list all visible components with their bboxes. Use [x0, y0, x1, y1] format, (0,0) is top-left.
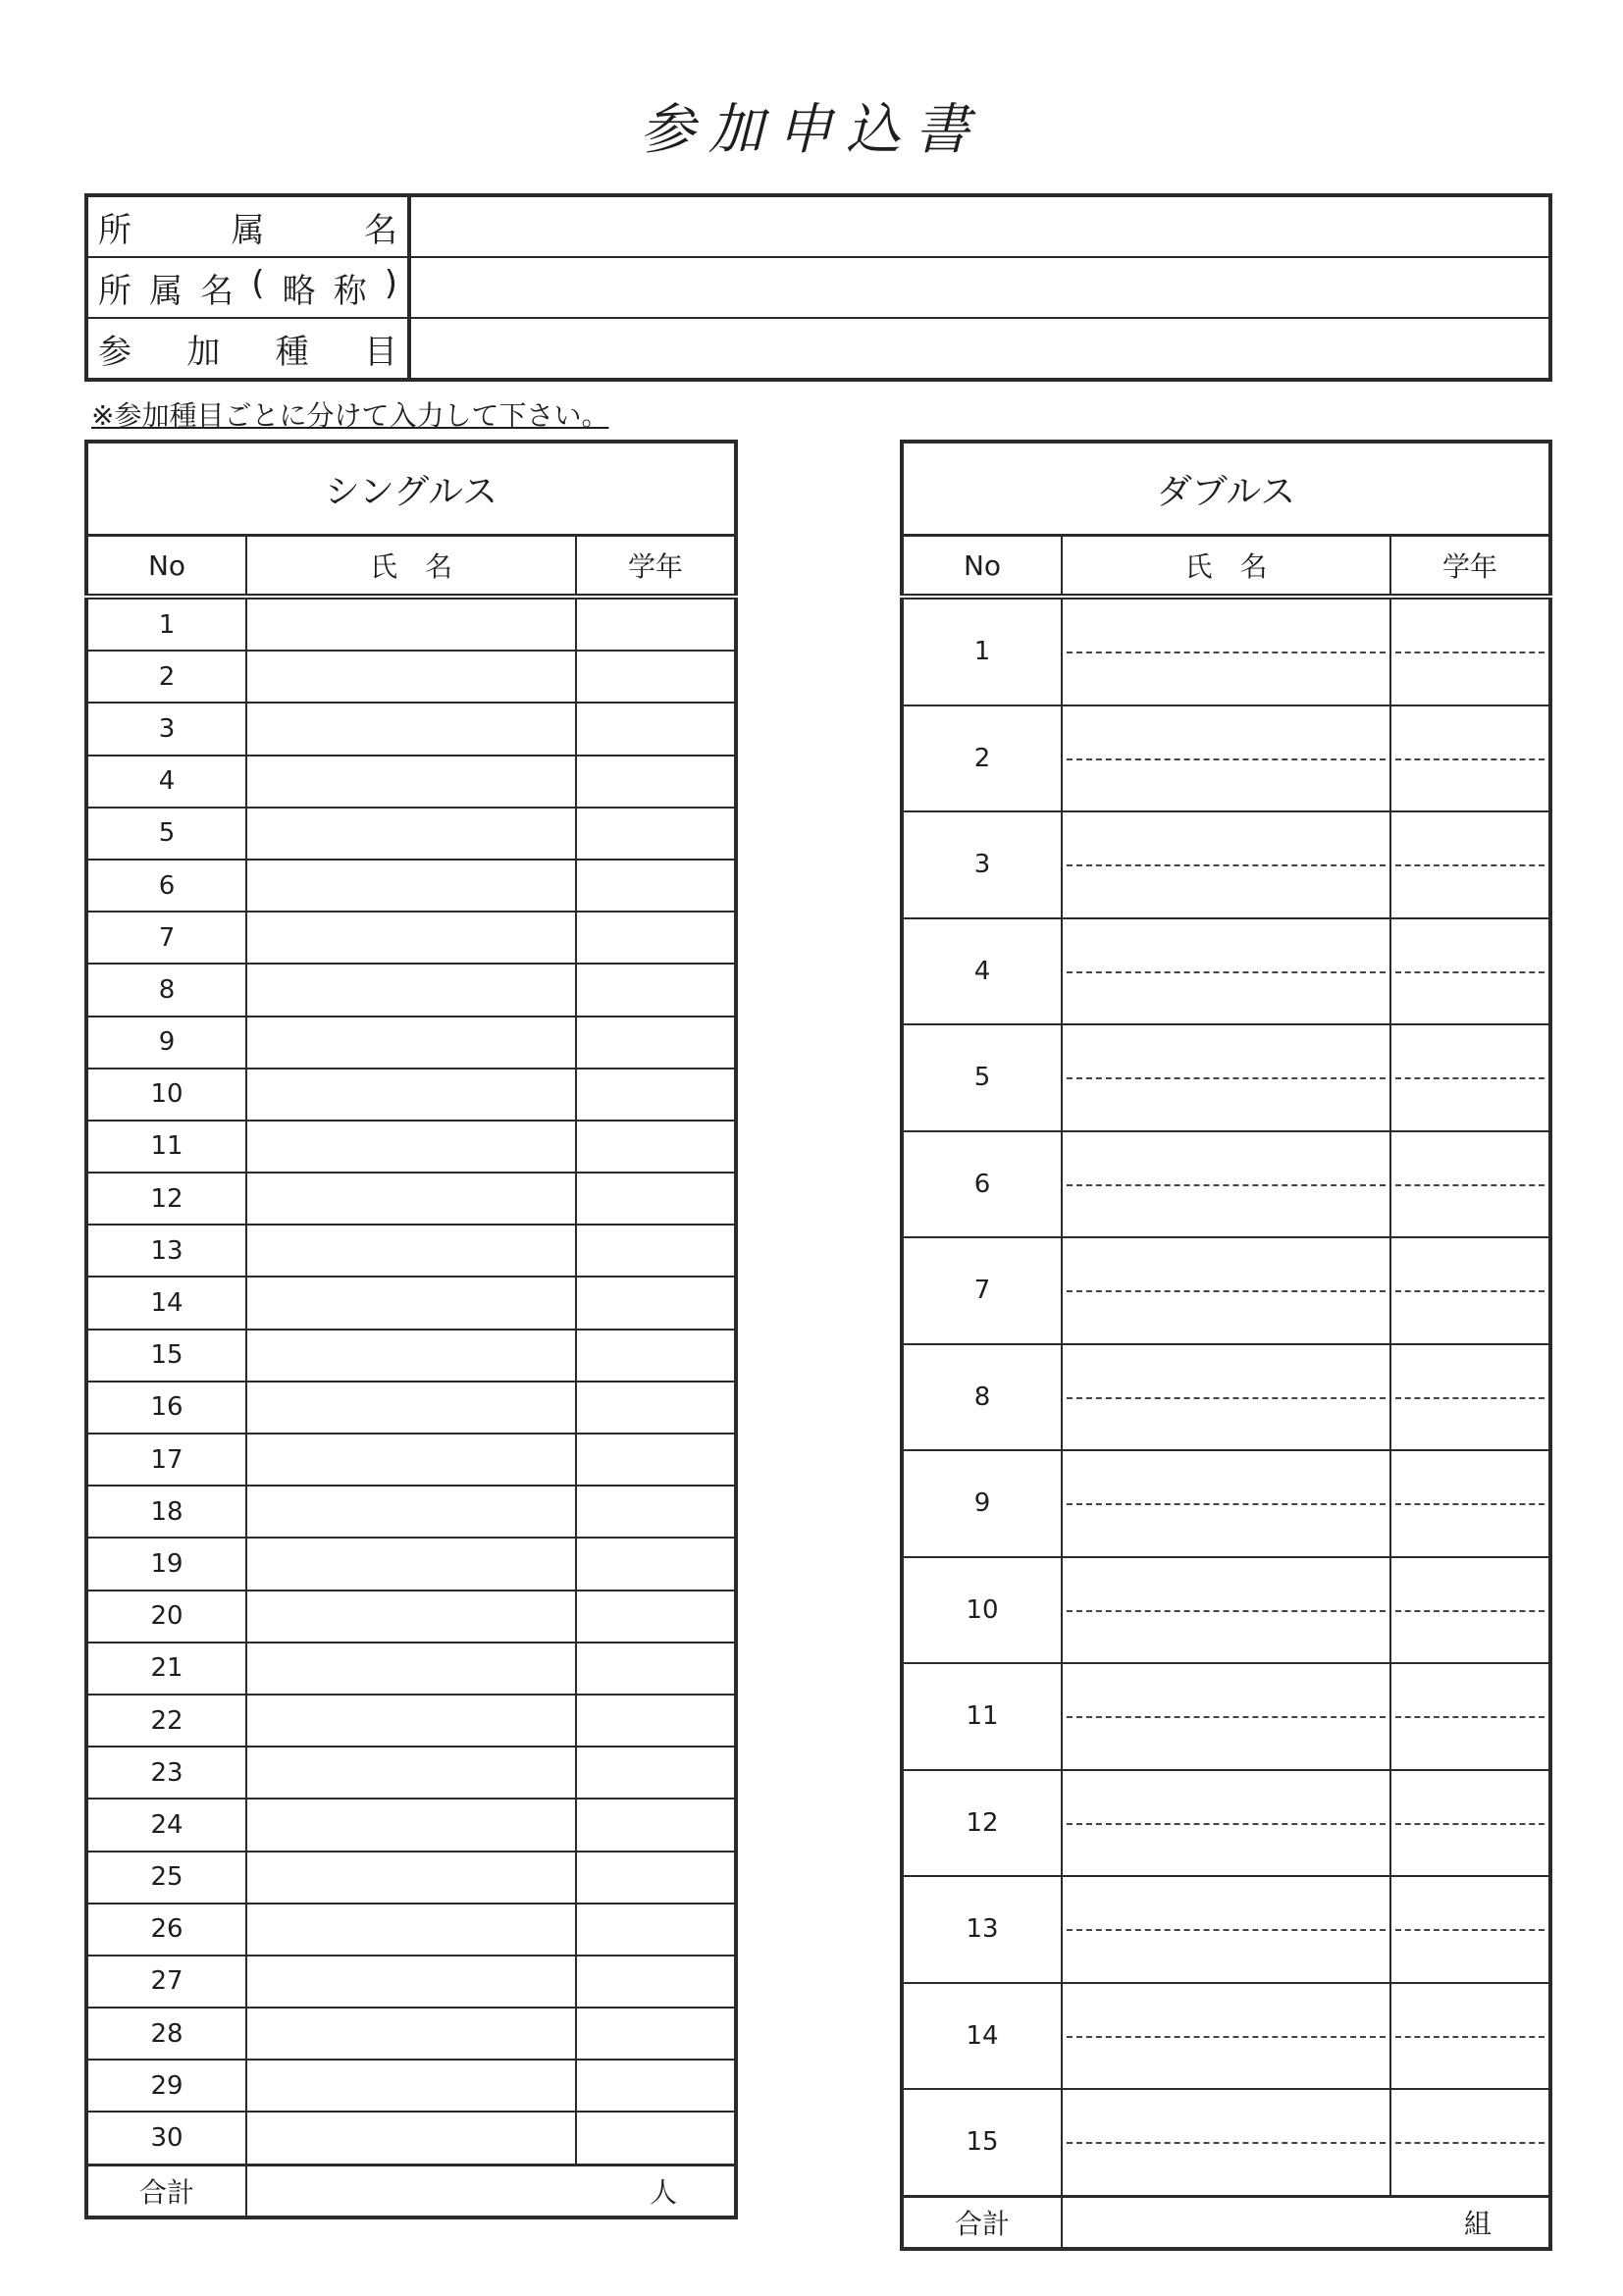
name-cell[interactable] [246, 1382, 576, 1434]
name-cell[interactable] [246, 1643, 576, 1695]
grade-cell[interactable] [1390, 597, 1550, 705]
name-cell[interactable] [246, 1330, 576, 1382]
table-row [86, 1904, 736, 1956]
table-row [86, 1173, 736, 1225]
table-row [86, 651, 736, 703]
grade-cell[interactable] [576, 1695, 736, 1747]
name-cell[interactable] [1062, 1450, 1390, 1557]
name-cell[interactable] [246, 1069, 576, 1121]
table-row [86, 964, 736, 1016]
row-number: 8 [902, 1344, 1062, 1451]
event-label [86, 318, 409, 380]
grade-cell[interactable] [1390, 1983, 1550, 2090]
row-number: 10 [86, 1069, 246, 1121]
table-row [86, 808, 736, 860]
row-number: 15 [902, 2089, 1062, 2196]
name-cell[interactable] [246, 1591, 576, 1643]
table-row [86, 703, 736, 755]
row-number: 7 [902, 1237, 1062, 1344]
grade-cell[interactable] [576, 1747, 736, 1799]
grade-cell[interactable] [576, 964, 736, 1016]
grade-cell[interactable] [576, 2060, 736, 2112]
grade-cell[interactable] [576, 1434, 736, 1486]
name-cell[interactable] [1062, 1557, 1390, 1664]
table-row [86, 597, 736, 651]
label-char: 所 [98, 210, 131, 250]
name-cell[interactable] [1062, 1024, 1390, 1131]
name-cell[interactable] [246, 1538, 576, 1590]
grade-cell[interactable] [1390, 1663, 1550, 1770]
table-row [902, 1344, 1550, 1451]
grade-cell[interactable] [1390, 1450, 1550, 1557]
label-char: 参 [98, 332, 131, 372]
table-row [902, 1450, 1550, 1557]
row-number: 28 [86, 2008, 246, 2060]
label-char: 略 [282, 271, 316, 311]
name-cell[interactable] [246, 1747, 576, 1799]
table-row [902, 597, 1550, 705]
row-number: 30 [86, 2112, 246, 2165]
affiliation-abbr-label [86, 257, 409, 318]
table-row [86, 1225, 736, 1277]
name-cell[interactable] [246, 1695, 576, 1747]
table-row [86, 2060, 736, 2112]
grade-cell[interactable] [576, 2008, 736, 2060]
row-number: 11 [902, 1663, 1062, 1770]
name-cell[interactable] [246, 2008, 576, 2060]
table-row [86, 1747, 736, 1799]
row-number: 3 [902, 811, 1062, 918]
table-row [86, 1121, 736, 1173]
row-number: 25 [86, 1852, 246, 1904]
row-number: 2 [86, 651, 246, 703]
name-cell[interactable] [1062, 1237, 1390, 1344]
grade-cell[interactable] [1390, 1024, 1550, 1131]
grade-cell[interactable] [1390, 1237, 1550, 1344]
table-row [86, 1382, 736, 1434]
grade-cell[interactable] [576, 703, 736, 755]
name-cell[interactable] [1062, 705, 1390, 812]
name-cell[interactable] [246, 1852, 576, 1904]
grade-cell[interactable] [576, 1486, 736, 1538]
grade-cell[interactable] [1390, 1557, 1550, 1664]
name-cell[interactable] [246, 1017, 576, 1069]
name-cell[interactable] [1062, 1770, 1390, 1877]
grade-cell[interactable] [576, 1799, 736, 1851]
col-no-header: No [902, 536, 1062, 598]
name-cell[interactable] [246, 964, 576, 1016]
name-cell[interactable] [246, 1486, 576, 1538]
label-char: ) [384, 263, 397, 303]
singles-total-unit: 人 [649, 2175, 677, 2209]
name-cell[interactable] [246, 808, 576, 860]
label-char: 称 [333, 271, 367, 311]
singles-total-field[interactable] [246, 2165, 736, 2218]
name-cell[interactable] [1062, 811, 1390, 918]
label-char: 目 [363, 332, 397, 372]
label-char: 加 [186, 332, 221, 372]
row-number: 7 [86, 912, 246, 964]
name-cell[interactable] [1062, 1344, 1390, 1451]
row-number: 3 [86, 703, 246, 755]
row-number: 21 [86, 1643, 246, 1695]
table-row [86, 2112, 736, 2165]
singles-total-label: 合計 [86, 2165, 246, 2218]
affiliation-field[interactable] [409, 195, 1550, 257]
affiliation-label [86, 195, 409, 257]
table-row [86, 1277, 736, 1329]
table-row [86, 1956, 736, 2008]
table-row [902, 811, 1550, 918]
affiliation-info-table [84, 193, 1552, 382]
row-number: 14 [86, 1277, 246, 1329]
row-number: 13 [902, 1876, 1062, 1983]
table-row [86, 1591, 736, 1643]
row-number: 5 [902, 1024, 1062, 1131]
col-grade-header: 学年 [576, 536, 736, 598]
table-row [902, 1237, 1550, 1344]
row-number: 4 [902, 918, 1062, 1025]
table-row [902, 1983, 1550, 2090]
grade-cell[interactable] [576, 1538, 736, 1590]
name-cell[interactable] [1062, 1131, 1390, 1238]
name-cell[interactable] [246, 2112, 576, 2165]
grade-cell[interactable] [576, 1904, 736, 1956]
grade-cell[interactable] [1390, 1131, 1550, 1238]
label-char: ( [251, 263, 265, 303]
name-cell[interactable] [246, 1121, 576, 1173]
grade-cell[interactable] [576, 756, 736, 808]
name-cell[interactable] [246, 1434, 576, 1486]
doubles-total-unit: 組 [1463, 2207, 1492, 2240]
row-number: 2 [902, 705, 1062, 812]
grade-cell[interactable] [576, 1643, 736, 1695]
table-row [86, 1434, 736, 1486]
name-cell[interactable] [1062, 2089, 1390, 2196]
grade-cell[interactable] [576, 597, 736, 651]
table-row [902, 1663, 1550, 1770]
row-number: 5 [86, 808, 246, 860]
table-row [86, 860, 736, 912]
label-char: 属 [149, 271, 183, 311]
name-cell[interactable] [1062, 918, 1390, 1025]
doubles-table [900, 440, 1552, 2251]
name-cell[interactable] [246, 756, 576, 808]
name-cell[interactable] [246, 1904, 576, 1956]
grade-cell[interactable] [576, 1956, 736, 2008]
table-row [902, 705, 1550, 812]
table-row [902, 918, 1550, 1025]
name-cell[interactable] [246, 651, 576, 703]
row-number: 17 [86, 1434, 246, 1486]
grade-cell[interactable] [576, 1591, 736, 1643]
name-cell[interactable] [246, 2060, 576, 2112]
label-char: 名 [364, 210, 397, 250]
row-number: 12 [86, 1173, 246, 1225]
name-cell[interactable] [246, 912, 576, 964]
table-row [902, 1770, 1550, 1877]
page-title: 参加申込書 [640, 98, 983, 162]
singles-caption: シングルス [86, 442, 736, 536]
grade-cell[interactable] [576, 1330, 736, 1382]
table-row [86, 1069, 736, 1121]
name-cell[interactable] [246, 703, 576, 755]
table-row [86, 1330, 736, 1382]
table-row [86, 912, 736, 964]
table-row [86, 1538, 736, 1590]
table-row [86, 1017, 736, 1069]
row-number: 16 [86, 1382, 246, 1434]
row-number: 11 [86, 1121, 246, 1173]
row-number: 12 [902, 1770, 1062, 1877]
grade-cell[interactable] [1390, 705, 1550, 812]
instruction-note: ※参加種目ごとに分けて入力して下さい。 [91, 399, 609, 432]
name-cell[interactable] [1062, 1663, 1390, 1770]
grade-cell[interactable] [1390, 1344, 1550, 1451]
row-number: 26 [86, 1904, 246, 1956]
table-row [902, 1131, 1550, 1238]
grade-cell[interactable] [1390, 918, 1550, 1025]
grade-cell[interactable] [576, 2112, 736, 2165]
name-cell[interactable] [1062, 1983, 1390, 2090]
row-number: 24 [86, 1799, 246, 1851]
table-row [902, 2089, 1550, 2196]
table-row [86, 2008, 736, 2060]
table-row [902, 1876, 1550, 1983]
col-grade-header: 学年 [1390, 536, 1550, 598]
grade-cell[interactable] [576, 1017, 736, 1069]
row-number: 10 [902, 1557, 1062, 1664]
label-char: 名 [200, 271, 235, 311]
table-row [86, 1852, 736, 1904]
label-char: 所 [98, 271, 131, 311]
name-cell[interactable] [246, 597, 576, 651]
col-name-header: 氏 名 [246, 536, 576, 598]
grade-cell[interactable] [576, 1121, 736, 1173]
affiliation-abbr-field[interactable] [409, 257, 1550, 318]
grade-cell[interactable] [1390, 811, 1550, 918]
row-number: 29 [86, 2060, 246, 2112]
label-char: 属 [231, 210, 265, 250]
doubles-total-label: 合計 [902, 2196, 1062, 2249]
name-cell[interactable] [246, 860, 576, 912]
row-number: 13 [86, 1225, 246, 1277]
grade-cell[interactable] [576, 860, 736, 912]
grade-cell[interactable] [1390, 2089, 1550, 2196]
grade-cell[interactable] [576, 808, 736, 860]
table-row [86, 1799, 736, 1851]
grade-cell[interactable] [576, 912, 736, 964]
row-number: 20 [86, 1591, 246, 1643]
row-number: 27 [86, 1956, 246, 2008]
grade-cell[interactable] [576, 1173, 736, 1225]
label-char: 種 [275, 332, 309, 372]
row-number: 6 [86, 860, 246, 912]
row-number: 9 [86, 1017, 246, 1069]
grade-cell[interactable] [576, 1277, 736, 1329]
row-number: 6 [902, 1131, 1062, 1238]
row-number: 15 [86, 1330, 246, 1382]
table-row [86, 1486, 736, 1538]
event-field[interactable] [409, 318, 1550, 380]
row-number: 1 [902, 597, 1062, 705]
table-row [86, 1643, 736, 1695]
grade-cell[interactable] [576, 1852, 736, 1904]
name-cell[interactable] [1062, 1876, 1390, 1983]
name-cell[interactable] [246, 1173, 576, 1225]
row-number: 18 [86, 1486, 246, 1538]
table-row [902, 1024, 1550, 1131]
row-number: 14 [902, 1983, 1062, 2090]
row-number: 8 [86, 964, 246, 1016]
grade-cell[interactable] [1390, 1770, 1550, 1877]
name-cell[interactable] [1062, 597, 1390, 705]
name-cell[interactable] [246, 1225, 576, 1277]
table-row [86, 1695, 736, 1747]
row-number: 23 [86, 1747, 246, 1799]
grade-cell[interactable] [576, 1225, 736, 1277]
row-number: 22 [86, 1695, 246, 1747]
col-name-header: 氏 名 [1062, 536, 1390, 598]
row-number: 9 [902, 1450, 1062, 1557]
row-number: 4 [86, 756, 246, 808]
grade-cell[interactable] [576, 651, 736, 703]
row-number: 1 [86, 597, 246, 651]
row-number: 19 [86, 1538, 246, 1590]
col-no-header: No [86, 536, 246, 598]
name-cell[interactable] [246, 1956, 576, 2008]
grade-cell[interactable] [576, 1382, 736, 1434]
name-cell[interactable] [246, 1277, 576, 1329]
table-row [86, 756, 736, 808]
name-cell[interactable] [246, 1799, 576, 1851]
doubles-caption: ダブルス [902, 442, 1550, 536]
grade-cell[interactable] [576, 1069, 736, 1121]
doubles-total-field[interactable] [1062, 2196, 1550, 2249]
table-row [902, 1557, 1550, 1664]
grade-cell[interactable] [1390, 1876, 1550, 1983]
singles-table [84, 440, 738, 2219]
